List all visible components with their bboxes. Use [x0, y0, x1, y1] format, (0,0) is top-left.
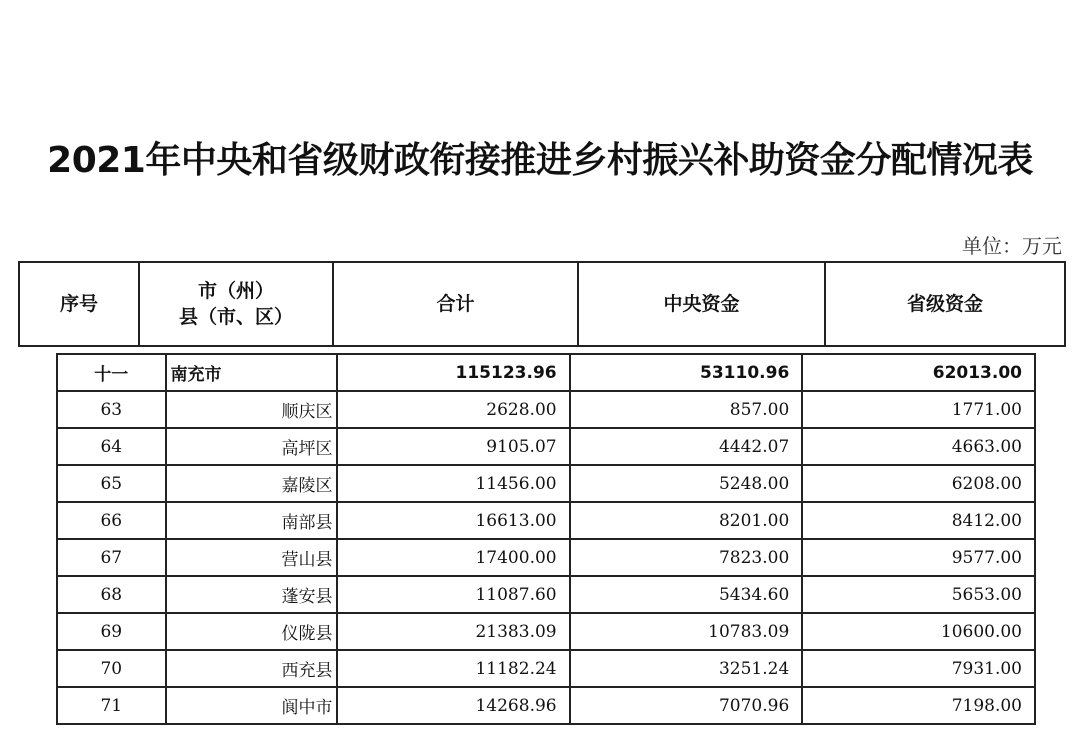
cell-seq: 65 — [57, 465, 166, 502]
header-seq: 序号 — [19, 262, 139, 346]
cell-seq: 68 — [57, 576, 166, 613]
cell-region: 嘉陵区 — [166, 465, 337, 502]
cell-total: 11087.60 — [337, 576, 570, 613]
table-row — [57, 650, 1035, 687]
cell-provincial: 8412.00 — [802, 502, 1035, 539]
cell-seq: 70 — [57, 650, 166, 687]
cell-central: 10783.09 — [570, 613, 803, 650]
cell-provincial: 9577.00 — [802, 539, 1035, 576]
data-table-body — [57, 354, 1035, 724]
cell-seq: 十一 — [57, 354, 166, 391]
header-total: 合计 — [333, 262, 578, 346]
table-header — [18, 261, 1066, 347]
table-row — [57, 613, 1035, 650]
cell-region: 西充县 — [166, 650, 337, 687]
cell-region: 南部县 — [166, 502, 337, 539]
cell-provincial: 10600.00 — [802, 613, 1035, 650]
cell-seq: 71 — [57, 687, 166, 724]
cell-provincial: 1771.00 — [802, 391, 1035, 428]
cell-central: 5248.00 — [570, 465, 803, 502]
table-row — [57, 465, 1035, 502]
cell-central: 53110.96 — [570, 354, 803, 391]
header-central: 中央资金 — [578, 262, 825, 346]
cell-region: 蓬安县 — [166, 576, 337, 613]
cell-provincial: 4663.00 — [802, 428, 1035, 465]
table-row-total — [57, 354, 1035, 391]
header-provincial: 省级资金 — [825, 262, 1065, 346]
table-row — [57, 428, 1035, 465]
cell-region: 营山县 — [166, 539, 337, 576]
cell-central: 7070.96 — [570, 687, 803, 724]
cell-provincial: 6208.00 — [802, 465, 1035, 502]
data-table — [56, 353, 1036, 725]
cell-region: 阆中市 — [166, 687, 337, 724]
cell-central: 8201.00 — [570, 502, 803, 539]
table-row — [57, 502, 1035, 539]
header-region — [139, 262, 333, 346]
header-region-line2: 县（市、区） — [178, 306, 293, 328]
cell-region: 仪陇县 — [166, 613, 337, 650]
cell-provincial: 7198.00 — [802, 687, 1035, 724]
table-row — [57, 539, 1035, 576]
page-title: 2021年中央和省级财政衔接推进乡村振兴补助资金分配情况表 — [47, 140, 1033, 181]
header-region-line1: 市（州） — [197, 280, 274, 302]
unit-label: 单位：万元 — [962, 234, 1062, 258]
cell-region: 高坪区 — [166, 428, 337, 465]
cell-seq: 66 — [57, 502, 166, 539]
cell-seq: 63 — [57, 391, 166, 428]
cell-region: 南充市 — [166, 354, 337, 391]
table-row — [57, 687, 1035, 724]
cell-total: 11182.24 — [337, 650, 570, 687]
cell-total: 11456.00 — [337, 465, 570, 502]
cell-seq: 64 — [57, 428, 166, 465]
cell-central: 3251.24 — [570, 650, 803, 687]
cell-total: 9105.07 — [337, 428, 570, 465]
cell-central: 7823.00 — [570, 539, 803, 576]
cell-total: 16613.00 — [337, 502, 570, 539]
cell-seq: 69 — [57, 613, 166, 650]
cell-central: 857.00 — [570, 391, 803, 428]
cell-region: 顺庆区 — [166, 391, 337, 428]
cell-central: 5434.60 — [570, 576, 803, 613]
cell-seq: 67 — [57, 539, 166, 576]
cell-provincial: 7931.00 — [802, 650, 1035, 687]
cell-total: 17400.00 — [337, 539, 570, 576]
cell-total: 21383.09 — [337, 613, 570, 650]
cell-total: 115123.96 — [337, 354, 570, 391]
cell-total: 14268.96 — [337, 687, 570, 724]
table-row — [57, 391, 1035, 428]
cell-central: 4442.07 — [570, 428, 803, 465]
cell-total: 2628.00 — [337, 391, 570, 428]
cell-provincial: 62013.00 — [802, 354, 1035, 391]
cell-provincial: 5653.00 — [802, 576, 1035, 613]
table-row — [57, 576, 1035, 613]
